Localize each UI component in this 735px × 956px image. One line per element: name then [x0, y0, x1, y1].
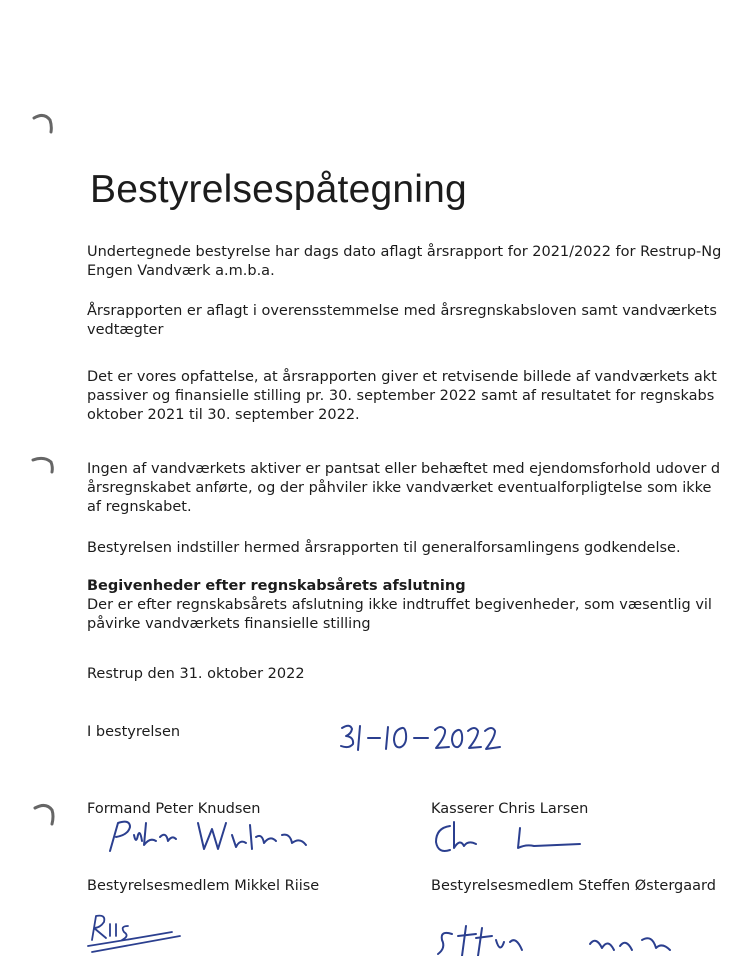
- text-line: Der er efter regnskabsårets afslutning ikke indtruffet begivenheder, som væsentlig vil: [87, 597, 712, 613]
- board-label: I bestyrelsen: [87, 724, 181, 740]
- paragraph-opinion: [87, 368, 717, 425]
- text-line: Årsrapporten er aflagt i overensstemmelse med årsregnskabsloven samt vandværkets: [87, 303, 717, 319]
- text-line: vedtægter: [87, 322, 164, 338]
- text-line: Engen Vandværk a.m.b.a.: [87, 263, 275, 279]
- signature-member-ostergaard: [430, 920, 690, 956]
- section-heading: Begivenheder efter regnskabsårets afslutning: [87, 578, 466, 594]
- paragraph-assets: [87, 460, 720, 517]
- handwritten-date: [338, 718, 508, 758]
- text-line: Det er vores opfattelse, at årsrapporten giver et retvisende billede af vandværkets akt: [87, 369, 717, 385]
- section-subsequent-events: [87, 577, 712, 634]
- signature-member-riise: [86, 910, 186, 956]
- paragraph-recommendation: [87, 539, 681, 558]
- punch-hole-mark: [30, 800, 56, 826]
- text-line: Undertegnede bestyrelse har dags dato aflagt årsrapport for 2021/2022 for Restrup-Ng: [87, 244, 722, 260]
- paragraph-compliance: [87, 302, 717, 340]
- text-line: oktober 2021 til 30. september 2022.: [87, 407, 360, 423]
- signatory-chairman: Formand Peter Knudsen: [87, 801, 261, 817]
- signatory-member-riise: Bestyrelsesmedlem Mikkel Riise: [87, 878, 320, 894]
- place-date: Restrup den 31. oktober 2022: [87, 666, 305, 682]
- text-line: årsregnskabet anførte, og der påhviler ikke vandværket eventualforpligtelse som ikke: [87, 480, 712, 496]
- paragraph-annual-report: [87, 243, 721, 281]
- text-line: passiver og finansielle stilling pr. 30. september 2022 samt af resultatet for regnskabs: [87, 388, 715, 404]
- page-title: Bestyrelsespåtegning: [90, 168, 467, 211]
- signatory-member-ostergaard: Bestyrelsesmedlem Steffen Østergaard: [431, 878, 716, 894]
- signature-treasurer: [430, 818, 590, 858]
- signature-chairman: [100, 815, 320, 857]
- signatory-treasurer: Kasserer Chris Larsen: [431, 801, 589, 817]
- text-line: Ingen af vandværkets aktiver er pantsat eller behæftet med ejendomsforhold udover d: [87, 461, 721, 477]
- text-line: påvirke vandværkets finansielle stilling: [87, 616, 371, 632]
- text-line: Bestyrelsen indstiller hermed årsrapporten til generalforsamlingens godkendelse.: [87, 540, 681, 556]
- text-line: af regnskabet.: [87, 499, 192, 515]
- punch-hole-mark: [30, 110, 56, 136]
- punch-hole-mark: [30, 450, 56, 476]
